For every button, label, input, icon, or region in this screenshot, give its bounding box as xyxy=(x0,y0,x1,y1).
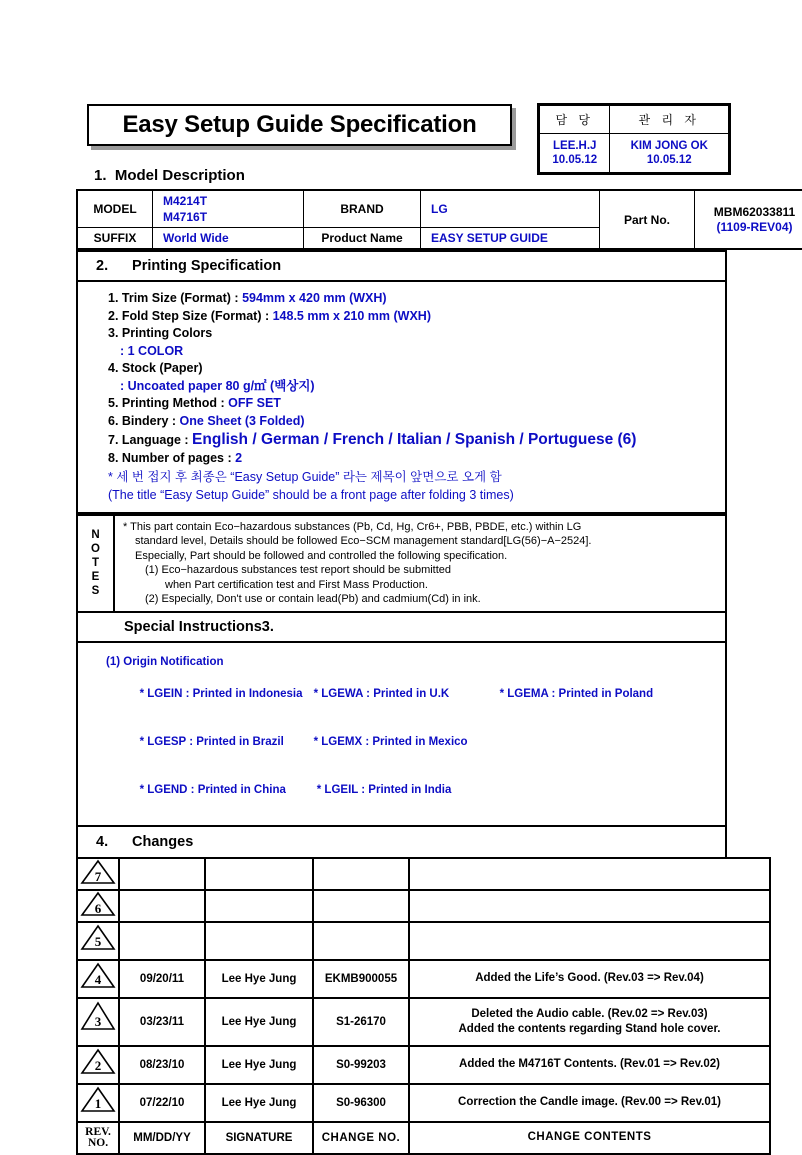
change-signature xyxy=(205,890,313,922)
origin-notification-block xyxy=(78,651,725,817)
approval-box xyxy=(537,103,731,175)
spec-value-stock: : Uncoated paper 80 g/㎡ (백상지) xyxy=(120,379,315,393)
revision-triangle-icon xyxy=(78,859,118,889)
change-signature: Lee Hye Jung xyxy=(205,1084,313,1122)
document-title-box xyxy=(87,104,512,146)
part-no-label: Part No. xyxy=(600,190,695,249)
spec-label-language: 7. Language : xyxy=(108,433,192,447)
approver-manager xyxy=(610,134,729,173)
notes-letter-e: E xyxy=(92,571,100,583)
special-instructions-body xyxy=(76,641,727,827)
notes-body xyxy=(114,515,726,612)
origin-row-1 xyxy=(106,670,725,718)
origin-3-2: * LGEIL : Printed in India xyxy=(314,782,500,798)
change-date: 03/23/11 xyxy=(119,998,205,1046)
origin-1-1: * LGEIN : Printed in Indonesia xyxy=(140,686,314,702)
change-signature: Lee Hye Jung xyxy=(205,1046,313,1084)
revision-triangle-icon xyxy=(78,961,118,997)
suffix-value: World Wide xyxy=(153,228,304,250)
section-number-4: 4. xyxy=(96,834,128,850)
table-row xyxy=(77,960,770,998)
specification-sheet xyxy=(76,100,727,1155)
part-no-revision: (1109-REV04) xyxy=(716,220,792,234)
notes-line-3: Especially, Part should be followed and controlled the following specification. xyxy=(123,549,719,564)
approval-name-row xyxy=(540,134,729,173)
change-contents-line2: Added the contents regarding Stand hole cover. xyxy=(414,1022,765,1037)
spec-item-printing-method xyxy=(108,395,725,413)
change-signature: Lee Hye Jung xyxy=(205,998,313,1046)
change-contents-line1: Deleted the Audio cable. (Rev.02 => Rev.03) xyxy=(414,1007,765,1022)
revision-marker-2 xyxy=(77,1046,119,1084)
approver-manager-name: KIM JONG OK xyxy=(631,140,708,152)
model-row xyxy=(77,190,802,228)
change-date xyxy=(119,922,205,960)
table-row xyxy=(77,858,770,890)
origin-3-1: * LGEND : Printed in China xyxy=(140,782,314,798)
document-header xyxy=(76,100,727,162)
spec-item-language xyxy=(108,430,725,450)
footer-rev-line1: REV. xyxy=(85,1126,111,1138)
revision-triangle-icon xyxy=(78,923,118,959)
triangle-icon xyxy=(80,999,116,1031)
change-date xyxy=(119,858,205,890)
change-contents xyxy=(409,890,770,922)
spec-label-printing-colors: 3. Printing Colors xyxy=(108,326,212,340)
change-number: EKMB900055 xyxy=(313,960,409,998)
change-contents: Added the Life’s Good. (Rev.03 => Rev.04) xyxy=(409,960,770,998)
triangle-icon xyxy=(80,923,116,951)
revision-triangle-icon xyxy=(78,999,118,1045)
change-date: 07/22/10 xyxy=(119,1084,205,1122)
brand-label: BRAND xyxy=(304,190,421,228)
table-row xyxy=(77,890,770,922)
change-contents xyxy=(409,998,770,1046)
origin-row-3 xyxy=(106,766,725,814)
section-heading-changes xyxy=(76,827,727,857)
approver-handler-name: LEE.H.J xyxy=(553,140,596,152)
revision-number-3: 3 xyxy=(95,1014,102,1029)
spec-item-trim-size xyxy=(108,290,725,308)
notes-row xyxy=(77,515,726,612)
change-number xyxy=(313,890,409,922)
change-number xyxy=(313,858,409,890)
section-heading-special-instructions xyxy=(76,613,727,641)
spec-value-bindery: One Sheet (3 Folded) xyxy=(180,414,305,428)
revision-triangle-icon xyxy=(78,891,118,921)
change-signature xyxy=(205,858,313,890)
notes-line-2: standard level, Details should be followed Eco−SCM management standard[LG(56)−A−2524]. xyxy=(123,534,719,549)
approval-header-manager: 관 리 자 xyxy=(610,106,729,134)
revision-number-4: 4 xyxy=(95,972,102,987)
spec-value-language: English / German / French / Italian / Spanish / Portuguese (6) xyxy=(192,431,636,448)
revision-number-2: 2 xyxy=(95,1058,102,1073)
notes-letter-t: T xyxy=(92,557,99,569)
spec-label-printing-method: 5. Printing Method : xyxy=(108,396,228,410)
triangle-icon xyxy=(80,859,116,885)
model-value xyxy=(153,190,304,228)
change-number xyxy=(313,922,409,960)
revision-marker-3 xyxy=(77,998,119,1046)
section-number-2: 2. xyxy=(96,258,128,274)
product-name-label: Product Name xyxy=(304,228,421,250)
notes-letter-s: S xyxy=(92,585,100,597)
revision-marker-1 xyxy=(77,1084,119,1122)
spec-note-english: (The title “Easy Setup Guide” should be a front page after folding 3 times) xyxy=(108,486,725,504)
spec-label-number-of-pages: 8. Number of pages : xyxy=(108,451,235,465)
model-value-line2: M4716T xyxy=(163,210,207,224)
revision-triangle-icon xyxy=(78,1085,118,1121)
change-date: 09/20/11 xyxy=(119,960,205,998)
revision-triangle-icon xyxy=(78,1047,118,1083)
brand-value: LG xyxy=(421,190,600,228)
spec-item-stock xyxy=(108,360,725,378)
change-contents xyxy=(409,922,770,960)
changes-table xyxy=(76,857,771,1155)
spec-value-trim-size: 594mm x 420 mm (WXH) xyxy=(242,291,387,305)
footer-signature-header: SIGNATURE xyxy=(205,1122,313,1154)
footer-rev-line2: NO. xyxy=(88,1137,108,1149)
changes-footer-row xyxy=(77,1122,770,1154)
change-date: 08/23/10 xyxy=(119,1046,205,1084)
table-row xyxy=(77,998,770,1046)
part-no-value xyxy=(695,190,802,249)
triangle-icon xyxy=(80,1085,116,1113)
footer-contents-header: CHANGE CONTENTS xyxy=(409,1122,770,1154)
spec-item-stock-value xyxy=(108,378,725,396)
table-row xyxy=(77,1084,770,1122)
section-title-3: Special Instructions3. xyxy=(124,619,274,635)
change-contents xyxy=(409,858,770,890)
printing-spec-list xyxy=(78,290,725,504)
model-value-line1: M4214T xyxy=(163,194,207,208)
origin-notification-title: (1) Origin Notification xyxy=(106,654,725,670)
triangle-icon xyxy=(80,891,116,917)
notes-table xyxy=(76,514,727,613)
part-no-number: MBM62033811 xyxy=(714,205,795,219)
product-name-value: EASY SETUP GUIDE xyxy=(421,228,600,250)
printing-specification-body xyxy=(76,280,727,514)
model-label: MODEL xyxy=(77,190,153,228)
footer-date-header: MM/DD/YY xyxy=(119,1122,205,1154)
spec-item-bindery xyxy=(108,413,725,431)
section-heading-printing-specification xyxy=(76,250,727,280)
notes-line-5: when Part certification test and First Mass Production. xyxy=(123,578,719,593)
change-signature: Lee Hye Jung xyxy=(205,960,313,998)
spec-item-printing-colors xyxy=(108,325,725,343)
notes-line-1: * This part contain Eco−hazardous substances (Pb, Cd, Hg, Cr6+, PBB, PBDE, etc.) within LG xyxy=(123,520,719,535)
approver-handler-date: 10.05.12 xyxy=(552,154,597,166)
change-signature xyxy=(205,922,313,960)
footer-rev-no xyxy=(77,1122,119,1154)
spec-value-printing-method: OFF SET xyxy=(228,396,281,410)
table-row xyxy=(77,1046,770,1084)
section-title-4: Changes xyxy=(132,834,193,850)
triangle-icon xyxy=(80,1047,116,1075)
revision-number-5: 5 xyxy=(95,934,102,949)
revision-number-6: 6 xyxy=(95,901,102,916)
revision-number-7: 7 xyxy=(95,869,102,884)
spec-item-printing-colors-value xyxy=(108,343,725,361)
change-date xyxy=(119,890,205,922)
footer-change-no-header: CHANGE NO. xyxy=(313,1122,409,1154)
origin-1-3: * LGEMA : Printed in Poland xyxy=(500,688,654,700)
section-number-1: 1. xyxy=(94,167,107,184)
approver-handler xyxy=(540,134,610,173)
change-number: S1-26170 xyxy=(313,998,409,1046)
section-title-2: Printing Specification xyxy=(132,258,281,274)
spec-label-stock: 4. Stock (Paper) xyxy=(108,361,202,375)
approver-manager-date: 10.05.12 xyxy=(647,154,692,166)
approval-header-row xyxy=(540,106,729,134)
model-description-table xyxy=(76,189,802,250)
spec-item-number-of-pages xyxy=(108,450,725,468)
suffix-label: SUFFIX xyxy=(77,228,153,250)
origin-2-1: * LGESP : Printed in Brazil xyxy=(140,734,314,750)
notes-letter-n: N xyxy=(91,529,99,541)
spec-value-fold-step-size: 148.5 mm x 210 mm (WXH) xyxy=(273,309,431,323)
spec-label-fold-step-size: 2. Fold Step Size (Format) : xyxy=(108,309,273,323)
origin-2-2: * LGEMX : Printed in Mexico xyxy=(314,734,500,750)
revision-marker-6 xyxy=(77,890,119,922)
revision-marker-5 xyxy=(77,922,119,960)
triangle-icon xyxy=(80,961,116,989)
spec-item-fold-step-size xyxy=(108,308,725,326)
change-contents: Correction the Candle image. (Rev.00 => Rev.01) xyxy=(409,1084,770,1122)
notes-line-6: (2) Especially, Don't use or contain lead(Pb) and cadmium(Cd) in ink. xyxy=(123,592,719,607)
spec-label-trim-size: 1. Trim Size (Format) : xyxy=(108,291,242,305)
origin-row-2 xyxy=(106,718,725,766)
revision-marker-7 xyxy=(77,858,119,890)
spec-note-korean: * 세 번 접지 후 최종은 “Easy Setup Guide” 라는 제목이 앞면으로 오게 함 xyxy=(108,468,725,486)
notes-line-4: (1) Eco−hazardous substances test report should be submitted xyxy=(123,563,719,578)
origin-1-2: * LGEWA : Printed in U.K xyxy=(314,686,500,702)
spec-value-number-of-pages: 2 xyxy=(235,451,242,465)
change-number: S0-99203 xyxy=(313,1046,409,1084)
revision-marker-4 xyxy=(77,960,119,998)
spec-value-printing-colors: : 1 COLOR xyxy=(120,344,183,358)
spec-label-bindery: 6. Bindery : xyxy=(108,414,180,428)
notes-label xyxy=(77,515,114,612)
revision-number-1: 1 xyxy=(95,1096,102,1111)
page-title: Easy Setup Guide Specification xyxy=(122,111,476,139)
section-title-1: Model Description xyxy=(115,167,245,184)
notes-letter-o: O xyxy=(91,543,100,555)
change-contents: Added the M4716T Contents. (Rev.01 => Rev.02) xyxy=(409,1046,770,1084)
change-number: S0-96300 xyxy=(313,1084,409,1122)
approval-header-handler: 담 당 xyxy=(540,106,610,134)
table-row xyxy=(77,922,770,960)
